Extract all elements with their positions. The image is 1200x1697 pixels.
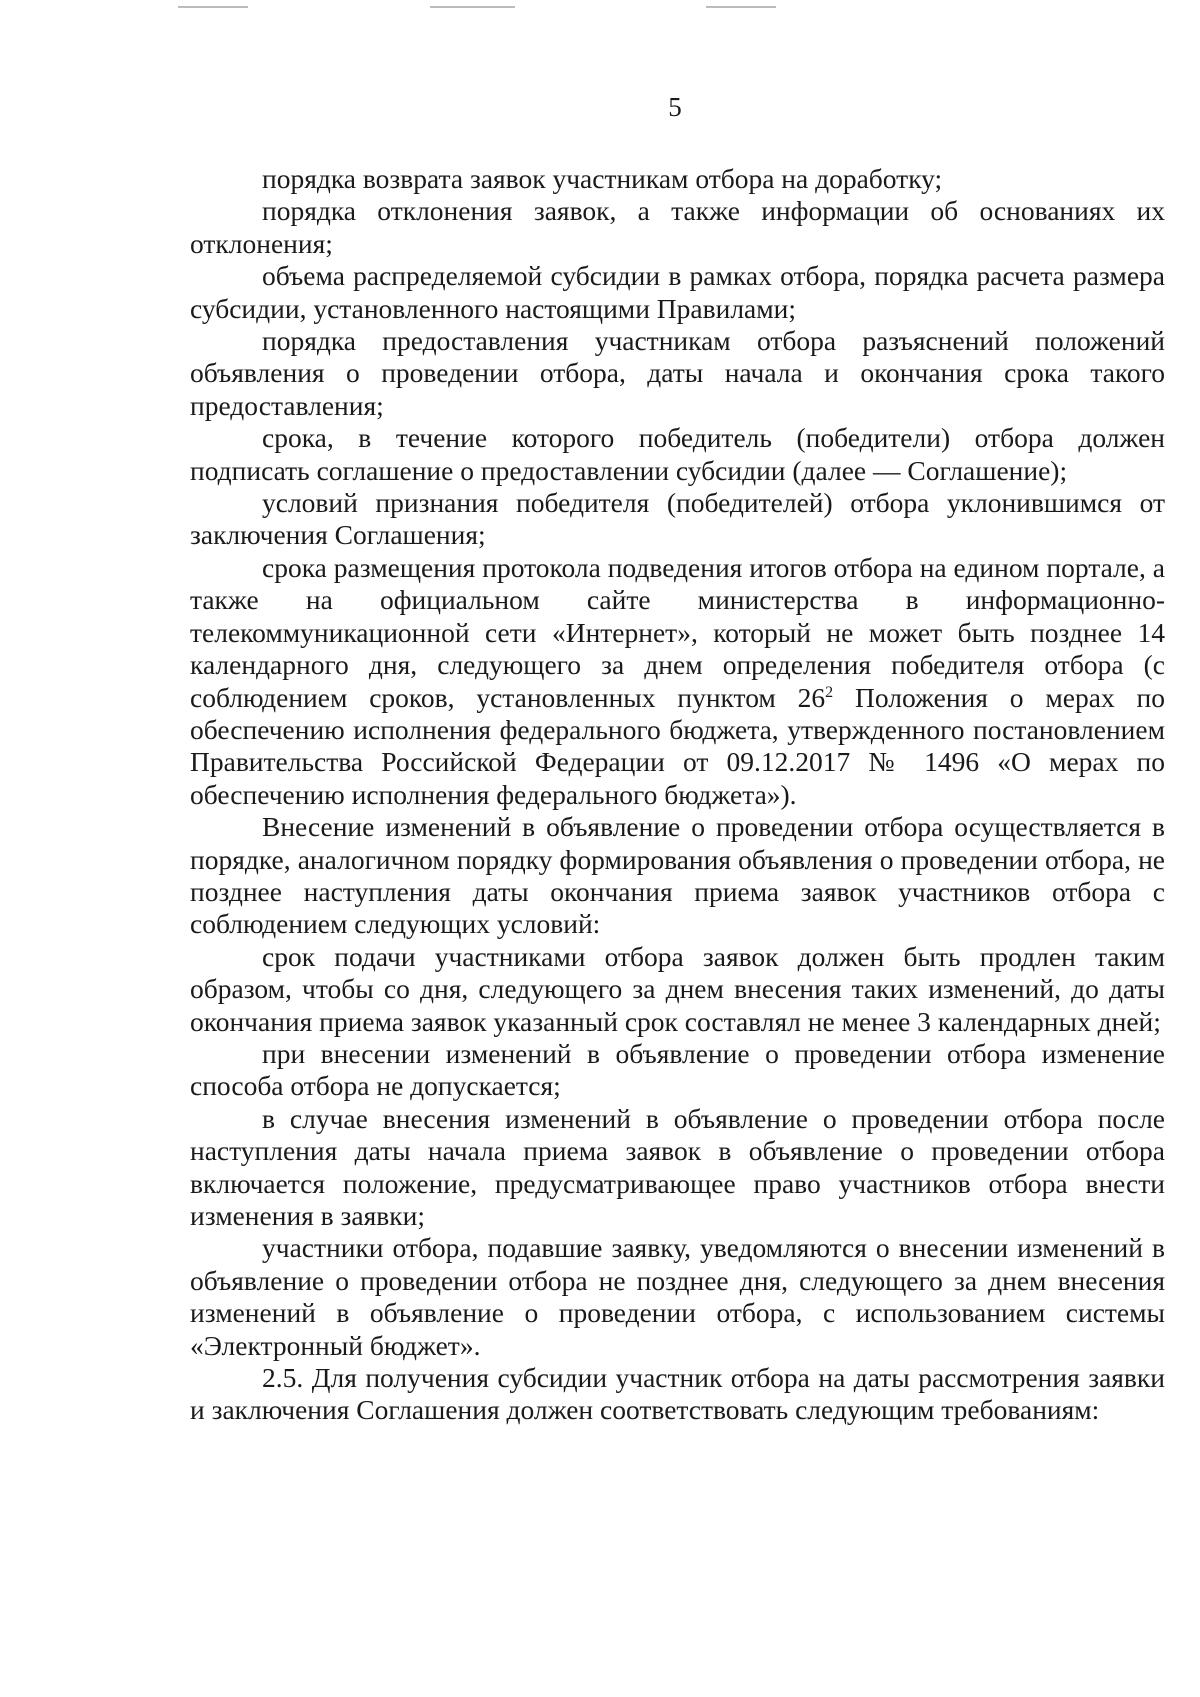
document-body xyxy=(190,163,1165,1427)
paragraph: при внесении изменений в объявление о проведении отбора изменение способа отбора не допускается; xyxy=(190,1037,1165,1102)
paragraph: срока, в течение которого победитель (победители) отбора должен подписать соглашение о предоставлении субсидии (далее — Соглашение); xyxy=(190,422,1165,486)
paragraph: порядка отклонения заявок, а также информации об основаниях их отклонения; xyxy=(190,195,1165,259)
paragraph: Внесение изменений в объявление о проведении отбора осуществляется в порядке, аналогичном порядку формирования объявления о проведении отбора, не позднее наступления даты окончания приема заявок участников отбора с соблюдением следующих условий: xyxy=(190,811,1165,940)
paragraph: срок подачи участниками отбора заявок должен быть продлен таким образом, чтобы со дня, следующего за днем внесения таких изменений, до даты окончания приема заявок указанный срок составлял не менее 3 календарных дней; xyxy=(190,940,1165,1037)
paragraph: порядка возврата заявок участникам отбора на доработку; xyxy=(262,163,943,194)
scan-noise xyxy=(430,6,515,8)
paragraph: 2.5. Для получения субсидии участник отбора на даты рассмотрения заявки и заключения Соглашения должен соответствовать следующим требованиям: xyxy=(190,1362,1165,1426)
paragraph-text: Положения о мерах по обеспечению исполнения федерального бюджета, утвержденного постановлением Правительства Российской Федерации от 09.12.2017 № 1496 «О мерах по обеспечению исполнения федерального бюджета»). xyxy=(190,681,1165,810)
paragraph: объема распределяемой субсидии в рамках отбора, порядка расчета размера субсидии, установленного настоящими Правилами; xyxy=(190,260,1165,324)
paragraph-text: срока размещения протокола подведения итогов отбора на едином портале, а также на официальном сайте министерства в информационно-телекоммуникационной сети «Интернет», который не может быть позднее 14 календарного дня, следующего за днем определения победителя отбора (с соблюдением сроков, установленных пунктом 26 xyxy=(190,551,1165,713)
scan-noise xyxy=(706,6,776,8)
superscript: 2 xyxy=(825,683,834,701)
paragraph: порядка предоставления участникам отбора разъяснений положений объявления о проведении отбора, даты начала и окончания срока такого предоставления; xyxy=(190,325,1165,421)
paragraph: участники отбора, подавшие заявку, уведомляются о внесении изменений в объявление о проведении отбора не позднее дня, следующего за днем внесения изменений в объявление о проведении отбора, с использованием системы «Электронный бюджет». xyxy=(190,1232,1165,1361)
page-number: 5 xyxy=(668,92,682,122)
scan-noise xyxy=(178,6,248,8)
paragraph xyxy=(190,552,1165,811)
paragraph: условий признания победителя (победителей) отбора уклонившимся от заключения Соглашения; xyxy=(190,487,1165,551)
paragraph: в случае внесения изменений в объявление о проведении отбора после наступления даты начала приема заявок в объявление о проведении отбора включается положение, предусматривающее право участников отбора внести изменения в заявки; xyxy=(190,1102,1165,1231)
